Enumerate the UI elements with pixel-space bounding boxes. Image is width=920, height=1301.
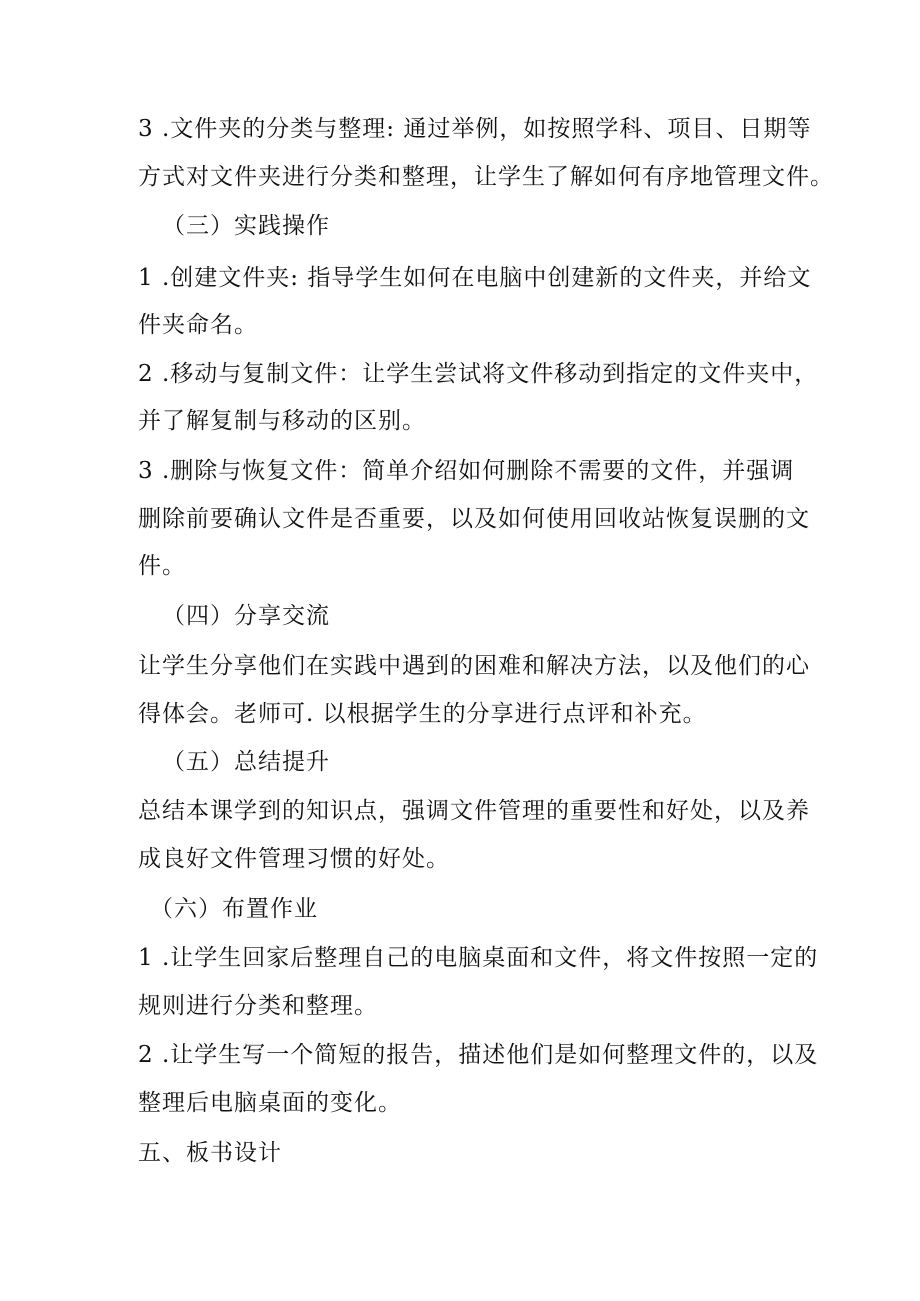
paragraph-line: 2 .让学生写一个简短的报告，描述他们是如何整理文件的，以及	[138, 1042, 819, 1068]
paragraph-line: 总结本课学到的知识点，强调文件管理的重要性和好处，以及养	[138, 798, 810, 824]
paragraph-line: 方式对文件夹进行分类和整理，让学生了解如何有序地管理文件。	[138, 164, 834, 190]
paragraph-line: 3 .文件夹的分类与整理: 通过举例，如按照学科、项目、日期等	[138, 116, 812, 142]
section-heading: 五、板书设计	[138, 1140, 282, 1166]
section-heading: （四）分享交流	[162, 603, 330, 629]
section-heading: （六）布置作业	[150, 896, 318, 922]
paragraph-line: 件。	[138, 553, 186, 579]
paragraph-line: 规则进行分类和整理。	[138, 993, 378, 1019]
paragraph-line: 成良好文件管理习惯的好处。	[138, 846, 450, 872]
section-heading: （三）实践操作	[162, 213, 330, 239]
paragraph-line: 件夹命名。	[138, 312, 258, 338]
paragraph-line: 3 .删除与恢复文件：简单介绍如何删除不需要的文件，并强调	[138, 458, 795, 484]
paragraph-line: 并了解复制与移动的区别。	[138, 408, 426, 434]
paragraph-line: 让学生分享他们在实践中遇到的困难和解决方法，以及他们的心	[138, 653, 810, 679]
paragraph-line: 删除前要确认文件是否重要，以及如何使用回收站恢复误删的文	[138, 506, 810, 532]
paragraph-line: 2 .移动与复制文件：让学生尝试将文件移动到指定的文件夹中，	[138, 361, 819, 387]
section-heading: （五）总结提升	[162, 749, 330, 775]
paragraph-line: 得体会。老师可. 以根据学生的分享进行点评和补充。	[138, 701, 707, 727]
paragraph-line: 整理后电脑桌面的变化。	[138, 1090, 402, 1116]
paragraph-line: 1 .创建文件夹: 指导学生如何在电脑中创建新的文件夹，并给文	[138, 265, 812, 291]
paragraph-line: 1 .让学生回家后整理自己的电脑桌面和文件，将文件按照一定的	[138, 945, 819, 971]
